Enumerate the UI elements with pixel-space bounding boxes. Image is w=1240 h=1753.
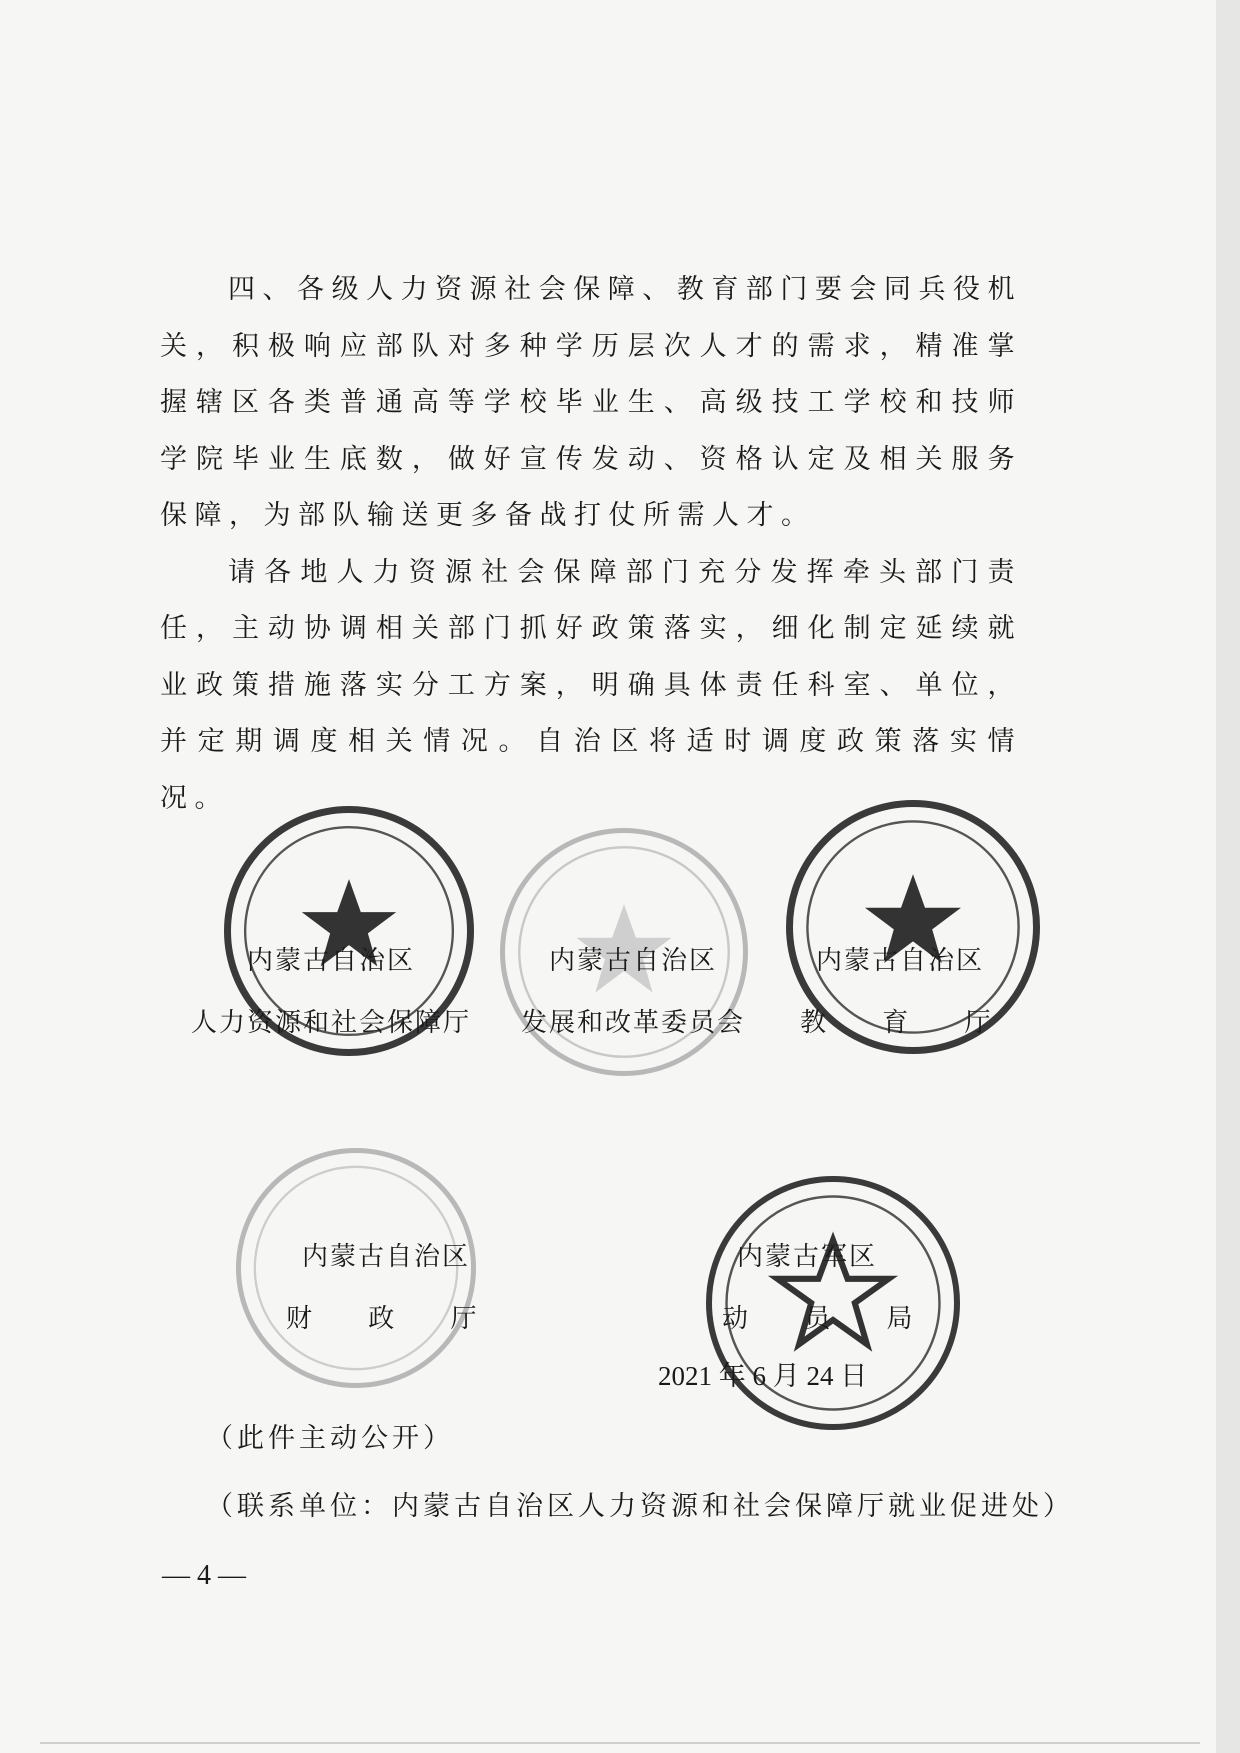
signature-military-line2: 动 员 局 [722,1304,937,1334]
signature-military-line1: 内蒙古军区 [736,1242,877,1272]
paragraph-4: 四、各级人力资源社会保障、教育部门要会同兵役机关，积极响应部队对多种学历层次人才的需求，精准掌握辖区各类普通高等学校毕业生、高级技工学校和技师学院毕业生底数，做好宣传发动、资格认定及相关服务保障，为部队输送更多备战打仗所需人才。 [160,274,1022,531]
page-number: — 4 — [162,1560,246,1591]
signature-hrss [186,930,476,1054]
paragraph-closing: 请各地人力资源社会保障部门充分发挥牵头部门责任，主动协调相关部门抓好政策落实，细化制定延续就业政策措施落实分工方案，明确具体责任科室、单位，并定期调度相关情况。自治区将适时调度政策落实情况。 [160,556,1022,814]
signature-edu-line1: 内蒙古自治区 [815,946,984,976]
signature-finance-line1: 内蒙古自治区 [301,1242,470,1272]
scan-edge [1216,0,1240,1753]
signature-edu [800,930,1015,1054]
bottom-edge-line [40,1742,1200,1744]
signature-hrss-line2: 人力资源和社会保障厅 [190,1008,471,1038]
issue-date: 2021 年 6 月 24 日 [658,1361,868,1391]
contact-note: （联系单位：内蒙古自治区人力资源和社会保障厅就业促进处） [206,1491,1074,1522]
signature-edu-line2: 教 育 厅 [800,1008,1015,1038]
signature-ndrc [508,930,758,1054]
signature-military [722,1226,937,1350]
signature-finance [286,1226,501,1350]
signature-ndrc-line1: 内蒙古自治区 [548,946,717,976]
signature-ndrc-line2: 发展和改革委员会 [520,1008,745,1038]
signature-hrss-line1: 内蒙古自治区 [246,946,415,976]
body-text [160,262,1022,827]
public-note: （此件主动公开） [206,1423,454,1454]
signature-finance-line2: 财 政 厅 [286,1304,501,1334]
